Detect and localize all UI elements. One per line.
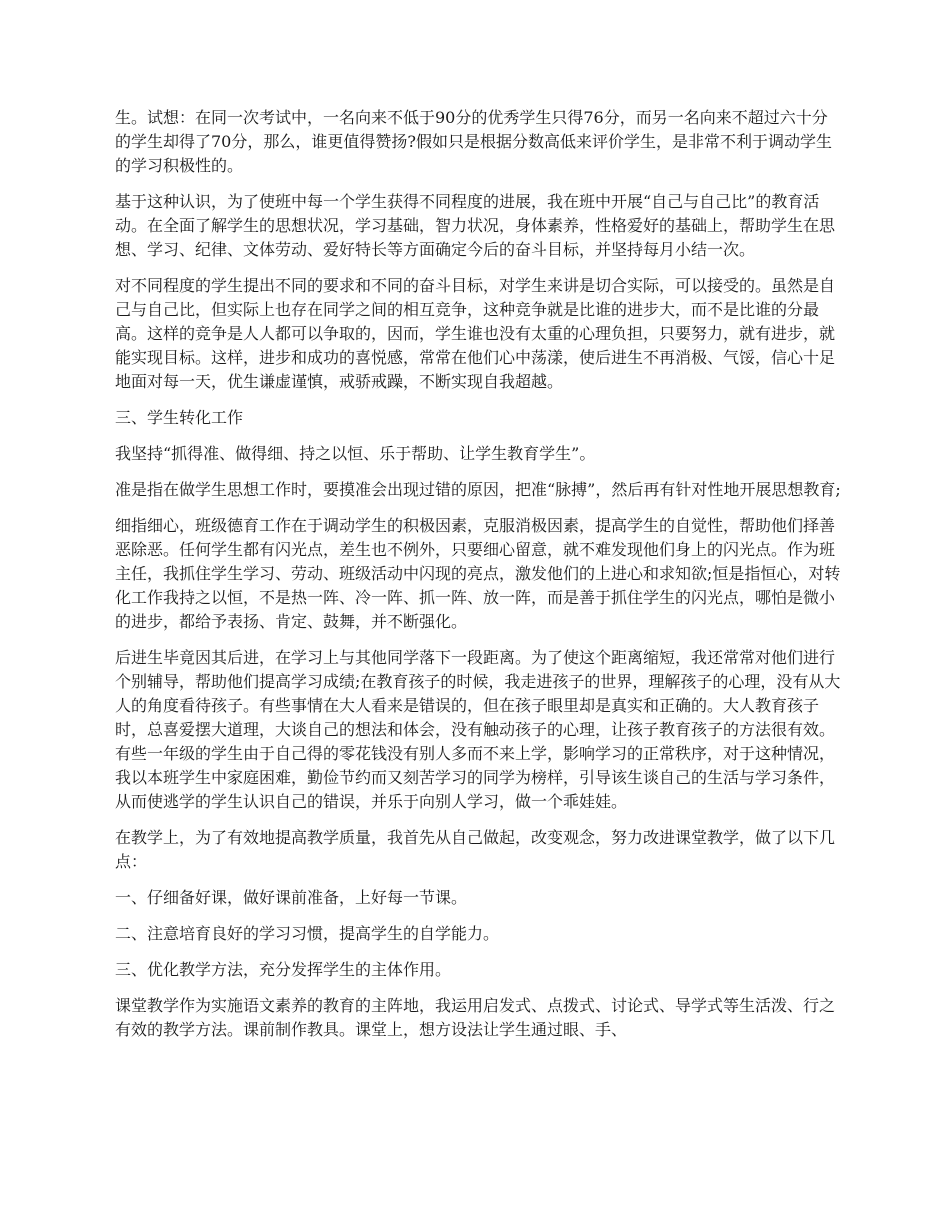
paragraph-principles: 我坚持“抓得准、做得细、持之以恒、乐于帮助、让学生教育学生”。 xyxy=(115,444,596,463)
paragraph-accuracy: 准是指在做学生思想工作时，要摸准会出现过错的原因，把准“脉搏”，然后再有针对性地开展思想教育; xyxy=(115,480,841,499)
list-item-study-habits: 二、注意培育良好的学习习惯，提高学生的自学能力。 xyxy=(115,924,500,943)
paragraph-classroom-teaching: 课堂教学作为实施语文素养的教育的主阵地，我运用启发式、点拨式、讨论式、导学式等生活泼、行之有效的教学方法。课前制作教具。课堂上，想方设法让学生通过眼、手、 xyxy=(115,996,836,1039)
paragraph-teaching-quality: 在教学上，为了有效地提高教学质量，我首先从自己做起，改变观念，努力改进课堂教学，做了以下几点： xyxy=(115,828,836,871)
document-body xyxy=(115,106,841,1054)
section-heading-student-transformation: 三、学生转化工作 xyxy=(115,408,244,427)
paragraph-different-goals: 对不同程度的学生提出不同的要求和不同的奋斗目标，对学生来讲是切合实际，可以接受的。虽然是自己与自己比，但实际上也存在同学之间的相互竞争，这种竞争就是比谁的进步大，而不是比谁的分最高。这样的竞争是人人都可以争取的，因而，学生谁也没有太重的心理负担，只要努力，就有进步，就能实现目标。这样，进步和成功的喜悦感，常常在他们心中荡漾，使后进生不再消极、气馁，信心十足地面对每一天，优生谦虚谨慎，戒骄戒躁，不断实现自我超越。 xyxy=(115,276,836,391)
paragraph-underachievers: 后进生毕竟因其后进，在学习上与其他同学落下一段距离。为了使这个距离缩短，我还常常对他们进行个别辅导，帮助他们提高学习成绩;在教育孩子的时候，我走进孩子的世界，理解孩子的心理，没有从大人的角度看待孩子。有些事情在大人看来是错误的，但在孩子眼里却是真实和正确的。大人教育孩子时，总喜爱摆大道理，大谈自己的想法和体会，没有触动孩子的心理，让孩子教育孩子的方法很有效。有些一年级的学生由于自己得的零花钱没有别人多而不来上学，影响学习的正常秩序，对于这种情况，我以本班学生中家庭困难，勤俭节约而又刻苦学习的同学为榜样，引导该生谈自己的生活与学习条件，从而使逃学的学生认识自己的错误，并乐于向别人学习，做一个乖娃娃。 xyxy=(115,648,841,811)
list-item-prepare-lessons: 一、仔细备好课，做好课前准备，上好每一节课。 xyxy=(115,888,468,907)
list-item-teaching-methods: 三、优化教学方法，充分发挥学生的主体作用。 xyxy=(115,960,452,979)
paragraph-self-comparison: 基于这种认识，为了使班中每一个学生获得不同程度的进展，我在班中开展“自己与自己比”的教育活动。在全面了解学生的思想状况，学习基础，智力状况，身体素养，性格爱好的基础上，帮助学生在思想、学习、纪律、文体劳动、爱好特长等方面确定今后的奋斗目标，并坚持每月小结一次。 xyxy=(115,192,836,259)
paragraph-continuation: 生。试想：在同一次考试中，一名向来不低于90分的优秀学生只得76分，而另一名向来不超过六十分的学生却得了70分，那么，谁更值得赞扬?假如只是根据分数高低来评价学生，是非常不利于调动学生的学习积极性的。 xyxy=(115,108,832,175)
paragraph-carefulness: 细指细心，班级德育工作在于调动学生的积极因素，克服消极因素，提高学生的自觉性，帮助他们择善恶除恶。任何学生都有闪光点，差生也不例外，只要细心留意，就不难发现他们身上的闪光点。作为班主任，我抓住学生学习、劳动、班级活动中闪现的亮点，激发他们的上进心和求知欲;恒是指恒心，对转化工作我持之以恒，不是热一阵、冷一阵、抓一阵、放一阵，而是善于抓住学生的闪光点，哪怕是微小的进步，都给予表扬、肯定、鼓舞，并不断强化。 xyxy=(115,516,841,631)
